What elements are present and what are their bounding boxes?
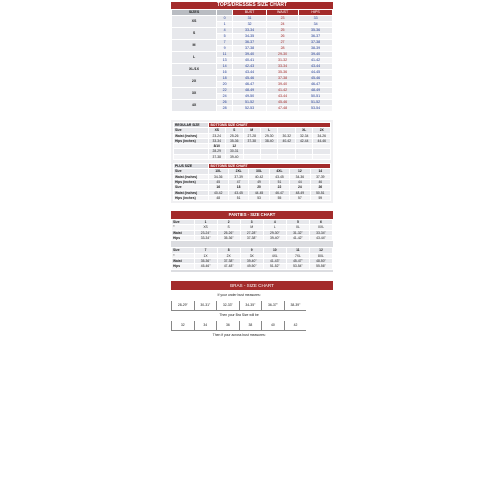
tops-cell: 31 — [233, 16, 267, 22]
regular-bottoms-row-cell: XS — [208, 128, 225, 133]
regular-bottoms-row-cell: M — [243, 128, 260, 133]
regular-bottoms-row-cell: 39-40 — [226, 154, 243, 159]
tops-cell: 24 — [217, 94, 233, 100]
panties-bottom-row-cell: 4XL — [263, 253, 286, 258]
plus-bottoms-row-cell: 14 — [310, 169, 330, 174]
panties-top-row-cell: M — [240, 225, 263, 230]
tops-cell: 38-39 — [299, 46, 333, 52]
panties-size-chart — [171, 211, 333, 271]
panties-bottom-row-cell: 39-40" — [240, 258, 263, 263]
tops-cell: 51-52 — [233, 100, 267, 106]
tops-cell: 37-38 — [266, 76, 298, 82]
tops-cell: 25 — [266, 28, 298, 34]
regular-bottoms-row-cell: 2X — [313, 128, 331, 133]
panties-top-row — [172, 236, 333, 241]
tops-cell: 37-38 — [299, 40, 333, 46]
tops-size-label: L — [172, 52, 217, 64]
plus-bottoms-row-cell: Size — [174, 169, 209, 174]
regular-bottoms-row-cell: 34-26 — [313, 133, 331, 138]
tops-cell: 28 — [217, 106, 233, 112]
panties-bottom-row-cell: 51-52" — [263, 264, 286, 269]
tops-body — [172, 16, 333, 112]
plus-bottoms-row-cell: Hips (inches) — [174, 195, 209, 200]
tops-cell: 16 — [217, 70, 233, 76]
tops-cell: 22 — [217, 88, 233, 94]
bra-size-cell: 32 — [172, 320, 195, 330]
plus-bottoms-row-cell: Waist (inches) — [174, 174, 209, 179]
tops-cell: 52-53 — [233, 106, 267, 112]
plus-bottoms-row-cell: 57 — [290, 195, 310, 200]
tops-cell: 20 — [217, 82, 233, 88]
panties-chart-title: PANTIES - SIZE CHART — [171, 211, 333, 219]
under-bust-cell: 30-31" — [194, 300, 217, 310]
tops-cell: 51-52 — [299, 100, 333, 106]
regular-bottoms-row-cell — [243, 154, 260, 159]
regular-bottoms-row-cell: 30-32 — [278, 133, 295, 138]
across-bust-prompt: Then if your across bust measures: — [172, 330, 307, 340]
regular-bottoms-row-cell: 8/10 — [208, 144, 225, 149]
regular-bottoms-row-cell: Size — [174, 128, 209, 133]
panties-bottom-row-cell: 9 — [240, 248, 263, 253]
panties-top-row-cell: 23-24" — [194, 230, 217, 235]
tops-cell: 46-47 — [233, 82, 267, 88]
plus-bottoms-row-cell: 59 — [310, 195, 330, 200]
tops-cell: 48-49 — [233, 88, 267, 94]
regular-bottoms-row-cell: 33-34 — [208, 138, 225, 143]
tops-header-waist: WAIST — [266, 10, 298, 16]
tops-cell: 26 — [266, 34, 298, 40]
tops-header-hips: HIPS — [299, 10, 333, 16]
tops-cell: 1 — [217, 22, 233, 28]
tops-size-label: 2X — [172, 76, 217, 88]
tops-header-bust: BUST — [233, 10, 267, 16]
panties-bottom-row-cell: 49-50" — [240, 264, 263, 269]
plus-bottoms-row-cell: 43-45 — [228, 190, 248, 195]
panties-bottom-row-cell: 11 — [286, 248, 309, 253]
regular-bottoms-row-cell: 37-38 — [208, 154, 225, 159]
panties-bottom-row-cell: 12 — [309, 248, 332, 253]
panties-bottom-row-cell: 53-54" — [286, 264, 309, 269]
regular-bottoms-row-cell: 44-46 — [313, 138, 331, 143]
regular-bottoms-title: BOTTOMS SIZE CHART — [208, 123, 330, 128]
panties-bottom-row-cell: 47-48" — [217, 264, 240, 269]
tops-cell: 33-34 — [233, 28, 267, 34]
regular-bottoms-row-cell: 37-38 — [243, 138, 260, 143]
tops-cell: 34 — [299, 22, 333, 28]
regular-bottoms-row-cell: 42-44 — [295, 138, 312, 143]
tops-cell: 48-49 — [299, 88, 333, 94]
regular-bottoms-row-cell: 40-42 — [278, 138, 295, 143]
panties-top-row-cell: 5 — [286, 220, 309, 225]
plus-bottoms-row-cell: 20 — [249, 185, 269, 190]
regular-bottoms-row — [174, 154, 331, 159]
tops-cell: 45-46 — [233, 76, 267, 82]
plus-bottoms-row-cell: 12 — [290, 169, 310, 174]
bra-size-cell: 34 — [194, 320, 217, 330]
tops-cell: 50-51 — [299, 94, 333, 100]
regular-bottoms-row-cell: 35-36 — [226, 138, 243, 143]
regular-bottoms-row-cell — [260, 154, 277, 159]
tops-cell: 34-35 — [233, 34, 267, 40]
tops-cell: 33 — [299, 16, 333, 22]
plus-bottoms-row-cell: 45 — [208, 179, 228, 184]
panties-top-row-cell: 27-28" — [240, 230, 263, 235]
regular-bottoms-row-cell: 32-34 — [295, 133, 312, 138]
tops-cell: 14 — [217, 64, 233, 70]
plus-bottoms-row-cell: 47 — [228, 179, 248, 184]
panties-top-row-cell: XXL — [309, 225, 332, 230]
panties-bottom-row-cell: Hips — [172, 264, 195, 269]
regular-bottoms-row-cell: 27-28 — [243, 133, 260, 138]
panties-top-row-cell: 4 — [263, 220, 286, 225]
panties-top-row-cell: 2 — [217, 220, 240, 225]
tops-cell: 42-43 — [233, 64, 267, 70]
plus-bottoms-row-cell: 44-45 — [249, 190, 269, 195]
regular-bottoms-row-cell: 38-40 — [260, 138, 277, 143]
plus-bottoms-row-cell: 51 — [228, 195, 248, 200]
tops-cell: 39-40 — [233, 52, 267, 58]
panties-bottom-row-cell: 1X — [194, 253, 217, 258]
regular-bottoms-row-cell: 25-26 — [226, 133, 243, 138]
regular-bottoms-row-cell — [278, 154, 295, 159]
bottoms-plus-table — [173, 163, 331, 201]
tops-size-label: S — [172, 28, 217, 40]
plus-bottoms-row-cell: 3XL — [249, 169, 269, 174]
panties-top-row-cell: S — [217, 225, 240, 230]
panties-top-row-cell: 29-30" — [263, 230, 286, 235]
tops-cell: 46-47 — [299, 82, 333, 88]
tops-cell: 13 — [217, 58, 233, 64]
panties-top-row-cell: 37-38" — [240, 236, 263, 241]
plus-bottoms-body — [174, 169, 331, 201]
panties-bottom-row-cell: 37-38" — [217, 258, 240, 263]
tops-table — [171, 9, 333, 112]
bottoms-size-chart — [171, 120, 333, 203]
tops-cell: 28 — [266, 46, 298, 52]
tops-cell: 29-30 — [266, 52, 298, 58]
tops-cell: 26 — [217, 100, 233, 106]
tops-chart-title: TOPS/DRESSES SIZE CHART — [171, 2, 333, 9]
panties-table-bottom — [171, 247, 333, 269]
panties-top-row-cell: Size — [172, 220, 195, 225]
under-bust-cell: 32-33" — [217, 300, 240, 310]
tops-cell: 4 — [217, 28, 233, 34]
tops-cell: 47-48 — [266, 106, 298, 112]
panties-bottom-row-cell: 10 — [263, 248, 286, 253]
panties-top-row-cell: 39-40" — [263, 236, 286, 241]
bra-size-cell: 40 — [262, 320, 285, 330]
plus-size-tag: PLUS SIZE — [174, 164, 209, 169]
plus-bottoms-row-cell: Hips (inches) — [174, 179, 209, 184]
plus-bottoms-row-cell: 50-51 — [310, 190, 330, 195]
panties-top-row-cell: XL — [286, 225, 309, 230]
plus-bottoms-row-cell: 40-42 — [208, 190, 228, 195]
regular-bottoms-row-cell: 28-29 — [208, 149, 225, 154]
plus-bottoms-row-cell: 43-45 — [269, 174, 289, 179]
tops-size-label: 4X — [172, 100, 217, 112]
tops-cell: 43-44 — [299, 64, 333, 70]
panties-top-row-cell: 35-36" — [217, 236, 240, 241]
plus-bottoms-row-cell: Size — [174, 185, 209, 190]
regular-bottoms-body — [174, 128, 331, 160]
plus-bottoms-row-cell: 53 — [249, 195, 269, 200]
plus-bottoms-row-cell: 51 — [269, 179, 289, 184]
regular-bottoms-row-cell: 23-24 — [208, 133, 225, 138]
under-bust-cell: 28-29" — [172, 300, 195, 310]
tops-header-sizes: SIZES — [172, 10, 217, 16]
tops-size-label: 3X — [172, 88, 217, 100]
panties-top-row-cell: 43-44" — [309, 236, 332, 241]
regular-bottoms-row-cell: S — [226, 128, 243, 133]
plus-bottoms-row-cell: 37-39 — [228, 174, 248, 179]
panties-bottom-row-cell: 55-56" — [309, 264, 332, 269]
regular-bottoms-row-cell: 29-30 — [260, 133, 277, 138]
panties-bottom-row-cell: 2X — [217, 253, 240, 258]
plus-bottoms-row-cell: 48-49 — [290, 190, 310, 195]
tops-cell: 36-37 — [299, 34, 333, 40]
tops-cell: 49-50 — [233, 94, 267, 100]
plus-bottoms-row-cell: 44 — [290, 179, 310, 184]
tops-cell: 35-36 — [299, 28, 333, 34]
regular-bottoms-row-cell: Hips (inches) — [174, 138, 209, 143]
tops-cell: 27 — [266, 40, 298, 46]
regular-bottoms-row-cell: Waist (inches) — [174, 133, 209, 138]
panties-bottom-row-cell: 45-46" — [194, 264, 217, 269]
tops-cell: 40-41 — [233, 58, 267, 64]
panties-top-row-cell: 33-34" — [309, 230, 332, 235]
panties-bottom-row-cell: Size — [172, 248, 195, 253]
tops-cell: 31-32 — [266, 58, 298, 64]
panties-top-row-cell: Waist — [172, 230, 195, 235]
bra-size-prompt: Then your Bra Size will be — [172, 310, 307, 320]
panties-top-row-cell: 3 — [240, 220, 263, 225]
plus-bottoms-row-cell: 22 — [269, 185, 289, 190]
bra-size-cell: 38 — [239, 320, 262, 330]
plus-bottoms-row — [174, 195, 331, 200]
bra-size-cell: 36 — [217, 320, 240, 330]
regular-bottoms-row-cell: 12 — [226, 144, 243, 149]
tops-cell: 36-37 — [233, 40, 267, 46]
tops-cell: 24 — [266, 22, 298, 28]
plus-bottoms-row-cell: 34-36 — [290, 174, 310, 179]
panties-top-row-cell: 25-26" — [217, 230, 240, 235]
tops-cell: 11 — [217, 52, 233, 58]
regular-bottoms-row-cell — [313, 154, 331, 159]
size-chart-document — [171, 2, 333, 341]
tops-cell: 37-38 — [233, 46, 267, 52]
panties-bottom-row-cell: 8XL — [309, 253, 332, 258]
plus-bottoms-row-cell: 40-42 — [249, 174, 269, 179]
panties-bottom-row-cell: 7XL — [286, 253, 309, 258]
tops-cell: 45-46 — [299, 76, 333, 82]
panties-bottom-row — [172, 264, 333, 269]
bra-size-cell: 42 — [284, 320, 307, 330]
panties-top-row-cell: 33-34" — [194, 236, 217, 241]
plus-bottoms-row-cell: 55 — [269, 195, 289, 200]
bras-size-chart — [171, 281, 333, 341]
tops-cell: 39-40 — [299, 52, 333, 58]
panties-bottom-row-cell: 8 — [217, 248, 240, 253]
tops-cell: 5 — [217, 34, 233, 40]
tops-cell: 7 — [217, 40, 233, 46]
tops-cell: 33-34 — [266, 64, 298, 70]
plus-bottoms-row-cell: 18 — [228, 185, 248, 190]
plus-bottoms-row-cell: 46-47 — [269, 190, 289, 195]
plus-bottoms-row-cell: 46 — [310, 179, 330, 184]
plus-bottoms-row-cell: 24 — [290, 185, 310, 190]
regular-bottoms-row-cell: 30-31 — [226, 149, 243, 154]
panties-bottom-row-cell: 3X — [240, 253, 263, 258]
tops-cell: 41-42 — [299, 58, 333, 64]
regular-bottoms-row-cell: XL — [295, 128, 312, 133]
panties-bottom-row-cell: 35-36" — [194, 258, 217, 263]
tops-size-label: XL/1X — [172, 64, 217, 76]
panties-top-row-cell: 31-32" — [286, 230, 309, 235]
under-bust-cell: 36-37" — [262, 300, 285, 310]
tops-cell: 45-46 — [266, 100, 298, 106]
panties-bottom-row-cell: 41-43" — [263, 258, 286, 263]
tops-cell: 23 — [266, 16, 298, 22]
panties-bottom-row-cell: 7 — [194, 248, 217, 253]
regular-bottoms-row-cell — [295, 154, 312, 159]
plus-bottoms-row-cell: 2XL — [228, 169, 248, 174]
panties-bottom-body — [172, 248, 333, 269]
tops-cell: 35-36 — [266, 70, 298, 76]
tops-cell: 18 — [217, 76, 233, 82]
panties-table-top — [171, 219, 333, 241]
regular-size-tag: REGULAR SIZE — [174, 123, 209, 128]
tops-cell: 0 — [217, 16, 233, 22]
tops-cell: 32 — [233, 22, 267, 28]
panties-bottom-row-cell: 45-47" — [286, 258, 309, 263]
plus-bottoms-row-cell: 26 — [310, 185, 330, 190]
plus-bottoms-title: BOTTOMS SIZE CHART — [208, 164, 330, 169]
tops-cell: 39-40 — [266, 82, 298, 88]
regular-bottoms-row — [174, 133, 331, 138]
tops-cell: 9 — [217, 46, 233, 52]
tops-size-label: M — [172, 40, 217, 52]
panties-bottom-row-cell: 48-50" — [309, 258, 332, 263]
tops-cell: 41-42 — [266, 88, 298, 94]
panties-top-row-cell: " — [172, 225, 195, 230]
tops-size-chart — [171, 2, 333, 112]
under-bust-cell: 38-39" — [284, 300, 307, 310]
under-bust-prompt: If your under bust measures: — [172, 290, 307, 300]
panties-bottom-row-cell: Waist — [172, 258, 195, 263]
plus-bottoms-row-cell: 1XL — [208, 169, 228, 174]
panties-top-row-cell: 1 — [194, 220, 217, 225]
tops-cell: 43-44 — [266, 94, 298, 100]
plus-bottoms-row-cell: 49 — [249, 179, 269, 184]
tops-cell: 53-54 — [299, 106, 333, 112]
panties-top-body — [172, 220, 333, 241]
panties-top-row-cell: Hips — [172, 236, 195, 241]
regular-bottoms-row-cell: L — [260, 128, 277, 133]
tops-size-label: XS — [172, 16, 217, 28]
plus-bottoms-row-cell: 34-36 — [208, 174, 228, 179]
tops-cell: 43-44 — [233, 70, 267, 76]
bottoms-regular-table — [173, 122, 331, 160]
panties-top-row-cell: 41-42" — [286, 236, 309, 241]
plus-bottoms-row-cell: Waist (inches) — [174, 190, 209, 195]
tops-cell: 44-45 — [299, 70, 333, 76]
bras-table — [171, 290, 333, 341]
regular-bottoms-row-cell — [174, 154, 209, 159]
plus-bottoms-row-cell: 4XL — [269, 169, 289, 174]
under-bust-cell: 34-35" — [239, 300, 262, 310]
panties-top-row-cell: L — [263, 225, 286, 230]
plus-bottoms-row-cell: 37-39 — [310, 174, 330, 179]
plus-bottoms-row-cell: 16 — [208, 185, 228, 190]
plus-bottoms-row-cell: 48 — [208, 195, 228, 200]
bras-chart-title: BRAS - SIZE CHART — [171, 281, 333, 290]
panties-bottom-row-cell: " — [172, 253, 195, 258]
panties-top-row-cell: 6 — [309, 220, 332, 225]
panties-top-row-cell: XS — [194, 225, 217, 230]
